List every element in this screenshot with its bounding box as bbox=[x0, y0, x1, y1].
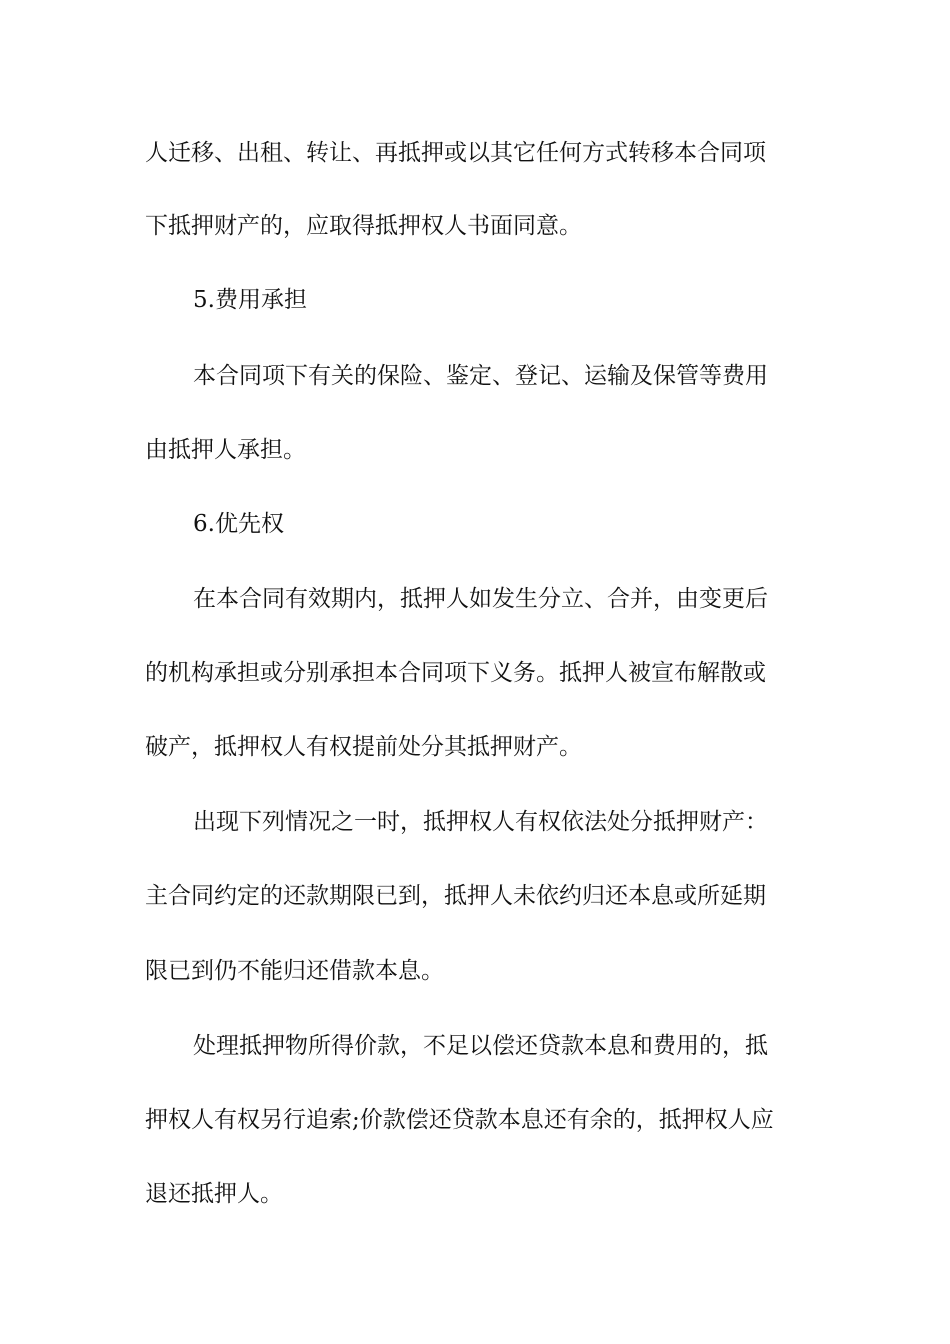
text-line: 由抵押人承担。 bbox=[145, 437, 306, 463]
text-line: 破产，抵押权人有权提前处分其抵押财产。 bbox=[145, 734, 582, 760]
paragraph-first-line: 本合同项下有关的保险、鉴定、登记、运输及保管等费用 bbox=[193, 363, 768, 389]
text-line: 主合同约定的还款期限已到，抵押人未依约归还本息或所延期 bbox=[145, 883, 766, 909]
paragraph-first-line: 处理抵押物所得价款，不足以偿还贷款本息和费用的，抵 bbox=[193, 1033, 768, 1059]
text-line: 人迁移、出租、转让、再抵押或以其它任何方式转移本合同项 bbox=[145, 140, 766, 166]
section-heading: 6.优先权 bbox=[193, 511, 284, 537]
section-heading: 5.费用承担 bbox=[193, 287, 307, 313]
text-line: 限已到仍不能归还借款本息。 bbox=[145, 958, 444, 984]
text-line: 退还抵押人。 bbox=[145, 1181, 283, 1207]
paragraph-first-line: 在本合同有效期内，抵押人如发生分立、合并，由变更后 bbox=[193, 586, 768, 612]
text-line: 押权人有权另行追索;价款偿还贷款本息还有余的，抵押权人应 bbox=[145, 1107, 774, 1133]
text-line: 的机构承担或分别承担本合同项下义务。抵押人被宣布解散或 bbox=[145, 660, 766, 686]
text-line: 下抵押财产的，应取得抵押权人书面同意。 bbox=[145, 213, 582, 239]
paragraph-first-line: 出现下列情况之一时，抵押权人有权依法处分抵押财产： bbox=[193, 809, 768, 835]
